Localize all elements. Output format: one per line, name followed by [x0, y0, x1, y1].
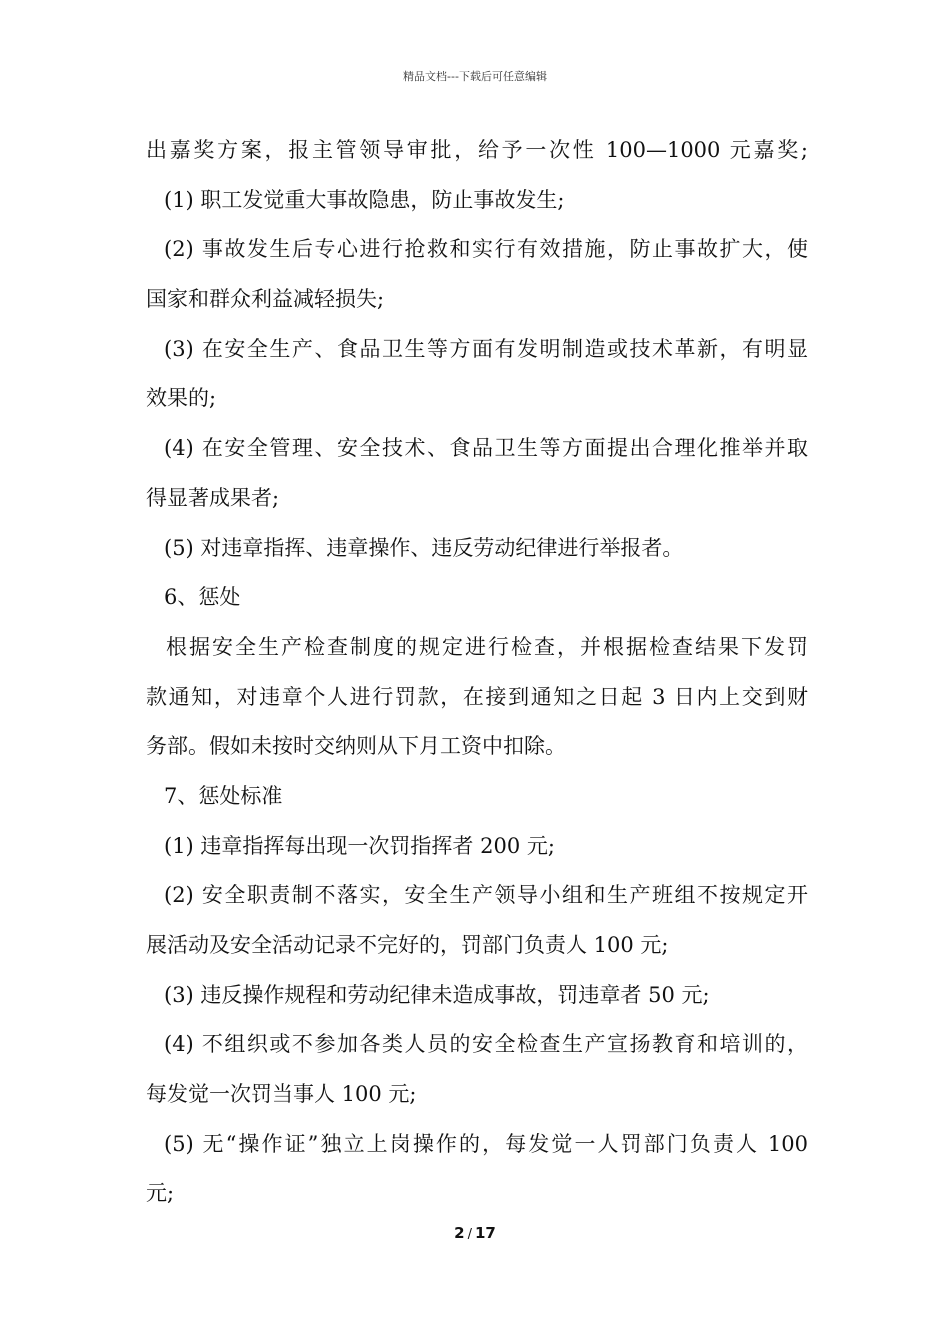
text-line: 国家和群众利益减轻损失;: [146, 287, 385, 312]
text-line: (5) 对违章指挥、违章操作、违反劳动纪律进行举报者。: [164, 535, 684, 560]
page-header: 精品文档---下载后可任意编辑: [403, 70, 547, 83]
text-line: 出嘉奖方案，报主管领导审批，给予一次性 100—1000 元嘉奖;: [146, 138, 808, 162]
text-line: 得显著成果者;: [146, 485, 280, 510]
text-line: (4) 在安全管理、安全技术、食品卫生等方面提出合理化推举并取: [164, 436, 808, 461]
text-line: (2) 安全职责制不落实，安全生产领导小组和生产班组不按规定开: [164, 883, 808, 908]
text-line: 务部。假如未按时交纳则从下月工资中扣除。: [146, 734, 566, 759]
page-separator: /: [467, 1227, 472, 1242]
text-line: 每发觉一次罚当事人 100 元;: [146, 1082, 417, 1107]
document-body: [146, 126, 808, 1219]
text-line: 效果的;: [146, 386, 217, 411]
text-line: (1) 职工发觉重大事故隐患，防止事故发生;: [164, 187, 565, 212]
text-line: (1) 违章指挥每出现一次罚指挥者 200 元;: [164, 833, 555, 858]
text-line: (3) 违反操作规程和劳动纪律未造成事故，罚违章者 50 元;: [164, 982, 710, 1007]
text-line: (4) 不组织或不参加各类人员的安全检查生产宣扬教育和培训的，: [164, 1032, 808, 1057]
text-line: (5) 无“操作证”独立上岗操作的，每发觉一人罚部门负责人 100: [164, 1131, 808, 1156]
text-line: 元;: [146, 1181, 175, 1206]
page-number: [0, 1224, 950, 1242]
current-page-number: 2: [454, 1224, 465, 1242]
text-line: (3) 在安全生产、食品卫生等方面有发明制造或技术革新，有明显: [164, 336, 808, 361]
total-pages-number: 17: [474, 1224, 496, 1242]
section-heading: 6、惩处: [164, 585, 241, 610]
text-line: 展活动及安全活动记录不完好的，罚部门负责人 100 元;: [146, 933, 669, 957]
text-line: 款通知，对违章个人进行罚款，在接到通知之日起 3 日内上交到财: [146, 684, 808, 709]
text-line: (2) 事故发生后专心进行抢救和实行有效措施，防止事故扩大，使: [164, 237, 808, 262]
text-line: 根据安全生产检查制度的规定进行检查，并根据检查结果下发罚: [166, 634, 808, 659]
section-heading: 7、惩处标准: [164, 783, 283, 808]
